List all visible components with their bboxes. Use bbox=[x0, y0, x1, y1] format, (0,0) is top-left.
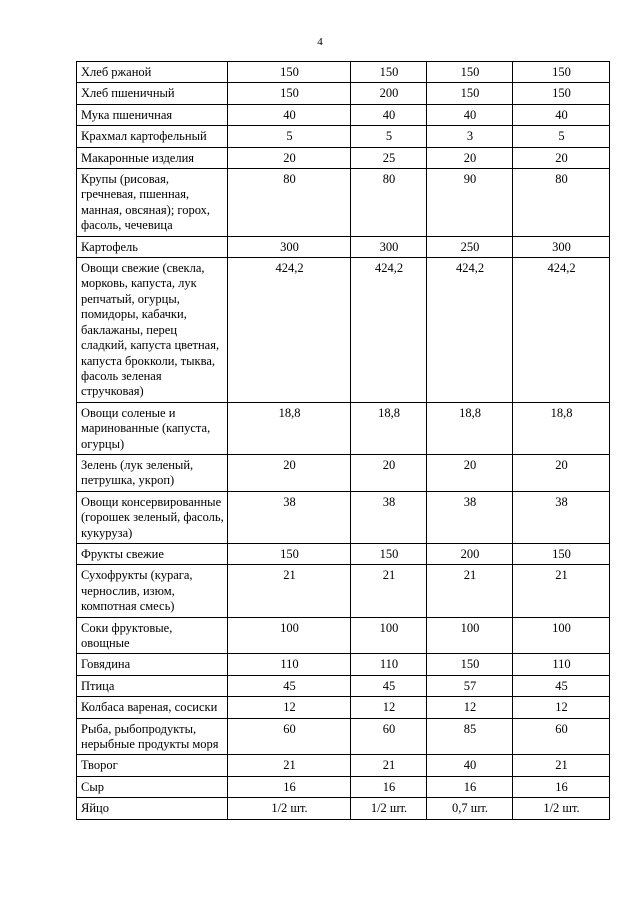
value-cell: 20 bbox=[228, 147, 351, 168]
value-cell: 60 bbox=[351, 718, 427, 755]
value-cell: 110 bbox=[228, 654, 351, 675]
product-name-cell: Картофель bbox=[77, 236, 228, 257]
value-cell: 1/2 шт. bbox=[228, 798, 351, 819]
value-cell: 5 bbox=[351, 126, 427, 147]
product-name-cell: Яйцо bbox=[77, 798, 228, 819]
product-name-cell: Соки фруктовые, овощные bbox=[77, 617, 228, 654]
product-name-cell: Рыба, рыбопродукты, нерыбные продукты моря bbox=[77, 718, 228, 755]
value-cell: 200 bbox=[351, 83, 427, 104]
table-row bbox=[77, 755, 610, 776]
table-row bbox=[77, 236, 610, 257]
product-name-cell: Сухофрукты (курага, чернослив, изюм, компотная смесь) bbox=[77, 565, 228, 617]
value-cell: 150 bbox=[228, 83, 351, 104]
value-cell: 21 bbox=[351, 565, 427, 617]
value-cell: 20 bbox=[427, 454, 513, 491]
value-cell: 100 bbox=[513, 617, 610, 654]
value-cell: 300 bbox=[513, 236, 610, 257]
value-cell: 424,2 bbox=[351, 258, 427, 403]
value-cell: 21 bbox=[513, 755, 610, 776]
table-row bbox=[77, 147, 610, 168]
value-cell: 100 bbox=[427, 617, 513, 654]
value-cell: 80 bbox=[228, 169, 351, 237]
value-cell: 150 bbox=[513, 83, 610, 104]
product-name-cell: Творог bbox=[77, 755, 228, 776]
value-cell: 40 bbox=[228, 104, 351, 125]
value-cell: 424,2 bbox=[513, 258, 610, 403]
value-cell: 250 bbox=[427, 236, 513, 257]
value-cell: 40 bbox=[427, 755, 513, 776]
table-row bbox=[77, 126, 610, 147]
table-row bbox=[77, 718, 610, 755]
value-cell: 300 bbox=[351, 236, 427, 257]
value-cell: 40 bbox=[427, 104, 513, 125]
value-cell: 20 bbox=[427, 147, 513, 168]
value-cell: 1/2 шт. bbox=[351, 798, 427, 819]
value-cell: 110 bbox=[351, 654, 427, 675]
value-cell: 150 bbox=[228, 62, 351, 83]
value-cell: 18,8 bbox=[513, 402, 610, 454]
value-cell: 424,2 bbox=[427, 258, 513, 403]
food-norms-table bbox=[76, 61, 610, 820]
value-cell: 38 bbox=[351, 491, 427, 543]
value-cell: 150 bbox=[228, 543, 351, 564]
value-cell: 12 bbox=[228, 697, 351, 718]
value-cell: 110 bbox=[513, 654, 610, 675]
product-name-cell: Крахмал картофельный bbox=[77, 126, 228, 147]
value-cell: 16 bbox=[513, 776, 610, 797]
value-cell: 12 bbox=[427, 697, 513, 718]
food-norms-table-body bbox=[77, 62, 610, 820]
table-row bbox=[77, 675, 610, 696]
value-cell: 21 bbox=[228, 565, 351, 617]
value-cell: 60 bbox=[513, 718, 610, 755]
value-cell: 18,8 bbox=[351, 402, 427, 454]
value-cell: 100 bbox=[228, 617, 351, 654]
product-name-cell: Овощи соленые и маринованные (капуста, огурцы) bbox=[77, 402, 228, 454]
value-cell: 150 bbox=[513, 543, 610, 564]
product-name-cell: Овощи свежие (свекла, морковь, капуста, лук репчатый, огурцы, помидоры, кабачки, баклажаны, перец сладкий, капуста цветная, капуста брокколи, тыква, фасоль зеленая стручковая) bbox=[77, 258, 228, 403]
value-cell: 85 bbox=[427, 718, 513, 755]
table-row bbox=[77, 697, 610, 718]
value-cell: 150 bbox=[351, 543, 427, 564]
value-cell: 20 bbox=[513, 454, 610, 491]
value-cell: 20 bbox=[351, 454, 427, 491]
value-cell: 16 bbox=[427, 776, 513, 797]
product-name-cell: Зелень (лук зеленый, петрушка, укроп) bbox=[77, 454, 228, 491]
table-row bbox=[77, 402, 610, 454]
value-cell: 150 bbox=[427, 654, 513, 675]
page-number: 4 bbox=[317, 36, 323, 48]
value-cell: 60 bbox=[228, 718, 351, 755]
value-cell: 20 bbox=[513, 147, 610, 168]
product-name-cell: Колбаса вареная, сосиски bbox=[77, 697, 228, 718]
value-cell: 150 bbox=[513, 62, 610, 83]
value-cell: 80 bbox=[513, 169, 610, 237]
product-name-cell: Говядина bbox=[77, 654, 228, 675]
value-cell: 12 bbox=[513, 697, 610, 718]
value-cell: 12 bbox=[351, 697, 427, 718]
value-cell: 3 bbox=[427, 126, 513, 147]
value-cell: 16 bbox=[228, 776, 351, 797]
value-cell: 40 bbox=[351, 104, 427, 125]
product-name-cell: Крупы (рисовая, гречневая, пшенная, манная, овсяная); горох, фасоль, чечевица bbox=[77, 169, 228, 237]
table-row bbox=[77, 83, 610, 104]
value-cell: 21 bbox=[228, 755, 351, 776]
product-name-cell: Овощи консервированные (горошек зеленый, фасоль, кукуруза) bbox=[77, 491, 228, 543]
table-row bbox=[77, 258, 610, 403]
table-row bbox=[77, 104, 610, 125]
product-name-cell: Птица bbox=[77, 675, 228, 696]
table-row bbox=[77, 491, 610, 543]
value-cell: 150 bbox=[427, 83, 513, 104]
table-row bbox=[77, 169, 610, 237]
value-cell: 38 bbox=[228, 491, 351, 543]
value-cell: 45 bbox=[228, 675, 351, 696]
value-cell: 1/2 шт. bbox=[513, 798, 610, 819]
product-name-cell: Фрукты свежие bbox=[77, 543, 228, 564]
product-name-cell: Сыр bbox=[77, 776, 228, 797]
value-cell: 45 bbox=[513, 675, 610, 696]
value-cell: 18,8 bbox=[427, 402, 513, 454]
value-cell: 38 bbox=[427, 491, 513, 543]
value-cell: 200 bbox=[427, 543, 513, 564]
value-cell: 40 bbox=[513, 104, 610, 125]
table-row bbox=[77, 654, 610, 675]
value-cell: 0,7 шт. bbox=[427, 798, 513, 819]
table-row bbox=[77, 62, 610, 83]
product-name-cell: Хлеб пшеничный bbox=[77, 83, 228, 104]
product-name-cell: Хлеб ржаной bbox=[77, 62, 228, 83]
value-cell: 57 bbox=[427, 675, 513, 696]
value-cell: 16 bbox=[351, 776, 427, 797]
value-cell: 21 bbox=[351, 755, 427, 776]
value-cell: 90 bbox=[427, 169, 513, 237]
value-cell: 20 bbox=[228, 454, 351, 491]
product-name-cell: Макаронные изделия bbox=[77, 147, 228, 168]
value-cell: 150 bbox=[427, 62, 513, 83]
value-cell: 21 bbox=[427, 565, 513, 617]
product-name-cell: Мука пшеничная bbox=[77, 104, 228, 125]
value-cell: 38 bbox=[513, 491, 610, 543]
value-cell: 5 bbox=[228, 126, 351, 147]
value-cell: 100 bbox=[351, 617, 427, 654]
table-row bbox=[77, 798, 610, 819]
table-row bbox=[77, 543, 610, 564]
value-cell: 80 bbox=[351, 169, 427, 237]
value-cell: 21 bbox=[513, 565, 610, 617]
table-row bbox=[77, 776, 610, 797]
value-cell: 5 bbox=[513, 126, 610, 147]
value-cell: 25 bbox=[351, 147, 427, 168]
table-row bbox=[77, 454, 610, 491]
value-cell: 300 bbox=[228, 236, 351, 257]
table-row bbox=[77, 617, 610, 654]
value-cell: 18,8 bbox=[228, 402, 351, 454]
table-row bbox=[77, 565, 610, 617]
value-cell: 424,2 bbox=[228, 258, 351, 403]
value-cell: 150 bbox=[351, 62, 427, 83]
value-cell: 45 bbox=[351, 675, 427, 696]
